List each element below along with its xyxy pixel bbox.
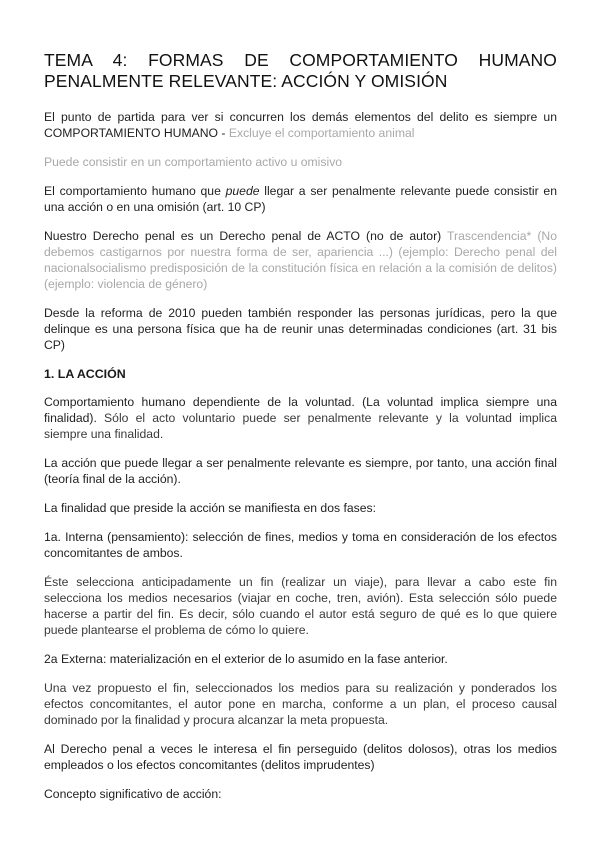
annotation-paragraph: Puede consistir en un comportamiento activo u omisivo — [44, 154, 343, 169]
paragraph-fase-interna-explicacion: Éste selecciona anticipadamente un fin (realizar un viaje), para llevar a cabo este fin selecciona los medios necesarios (viajar en coche, tren, avión). Esta selección sólo puede hacerse a partir del fin. Es decir, sólo cuando el autor está seguro de qué es lo que quiere puede plantearse el problema de cómo lo quiere. — [44, 574, 557, 638]
paragraph-subtext: Sólo el acto voluntario puede ser penalmente relevante y la voluntad implica siempre una finalidad. — [44, 411, 557, 442]
title-line-2: PENALMENTE RELEVANTE: ACCIÓN Y OMISIÓN — [44, 71, 448, 91]
annotation-text: Trascendencia* (No debemos castigarnos por nuestra forma de ser, apariencia ...) (ejemplo: Derecho penal del nacionalsocialismo predisposición de la constitución física en relación a la comisión de delitos) (ejemplo: violencia de género) — [44, 228, 557, 292]
document-page — [44, 50, 557, 814]
paragraph-concepto-significativo: Concepto significativo de acción: — [44, 786, 222, 801]
section-heading-la-accion: 1. LA ACCIÓN — [44, 366, 126, 381]
paragraph-text: El comportamiento humano que — [44, 183, 226, 198]
document-title — [44, 50, 557, 92]
paragraph-text: Nuestro Derecho penal es un Derecho penal de ACTO (no de autor) — [44, 228, 448, 243]
annotation-text: Excluye el comportamiento animal — [228, 126, 415, 141]
emphasis-text: puede — [225, 183, 260, 198]
paragraph-comportamiento-voluntad — [44, 394, 557, 443]
paragraph-accion-final: La acción que puede llegar a ser penalmente relevante es siempre, por tanto, una acción final (teoría final de la acción). — [44, 456, 557, 487]
paragraph-reforma-2010: Desde la reforma de 2010 pueden también responder las personas jurídicas, pero la que delinque es una persona física que ha de reunir unas determinadas condiciones (art. 31 bis CP) — [44, 305, 557, 353]
paragraph-dos-fases: La finalidad que preside la acción se manifiesta en dos fases: — [44, 500, 376, 515]
paragraph-fase-externa-explicacion: Una vez propuesto el fin, seleccionados los medios para su realización y ponderados los efectos concomitantes, el autor pone en marcha, conforme a un plan, el proceso causal dominado por la finalidad y procura alcanzar la meta propuesta. — [44, 680, 557, 727]
paragraph-punto-de-partida — [44, 109, 557, 141]
paragraph-text: llegar a ser penalmente relevante puede consistir en una acción o en una omisión (art. 10 CP) — [44, 183, 557, 214]
paragraph-derecho-penal-de-acto — [44, 228, 557, 293]
paragraph-text: Comportamiento humano dependiente de la voluntad. (La voluntad implica siempre una finalidad). — [44, 394, 557, 426]
paragraph-fase-externa: 2a Externa: materialización en el exterior de lo asumido en la fase anterior. — [44, 651, 448, 666]
paragraph-text: El punto de partida para ver si concurren los demás elementos del delito es siempre un COMPORTAMIENTO HUMANO - — [44, 110, 557, 141]
title-line-1: TEMA 4: FORMAS DE COMPORTAMIENTO HUMANO — [44, 50, 557, 70]
paragraph-fase-interna: 1a. Interna (pensamiento): selección de fines, medios y toma en consideración de los efectos concomitantes de ambos. — [44, 529, 557, 560]
paragraph-interes-derecho-penal: Al Derecho penal a veces le interesa el fin perseguido (delitos dolosos), otras los medios empleados o los efectos concomitantes (delitos imprudentes) — [44, 741, 557, 772]
paragraph-comportamiento-humano — [44, 183, 557, 215]
